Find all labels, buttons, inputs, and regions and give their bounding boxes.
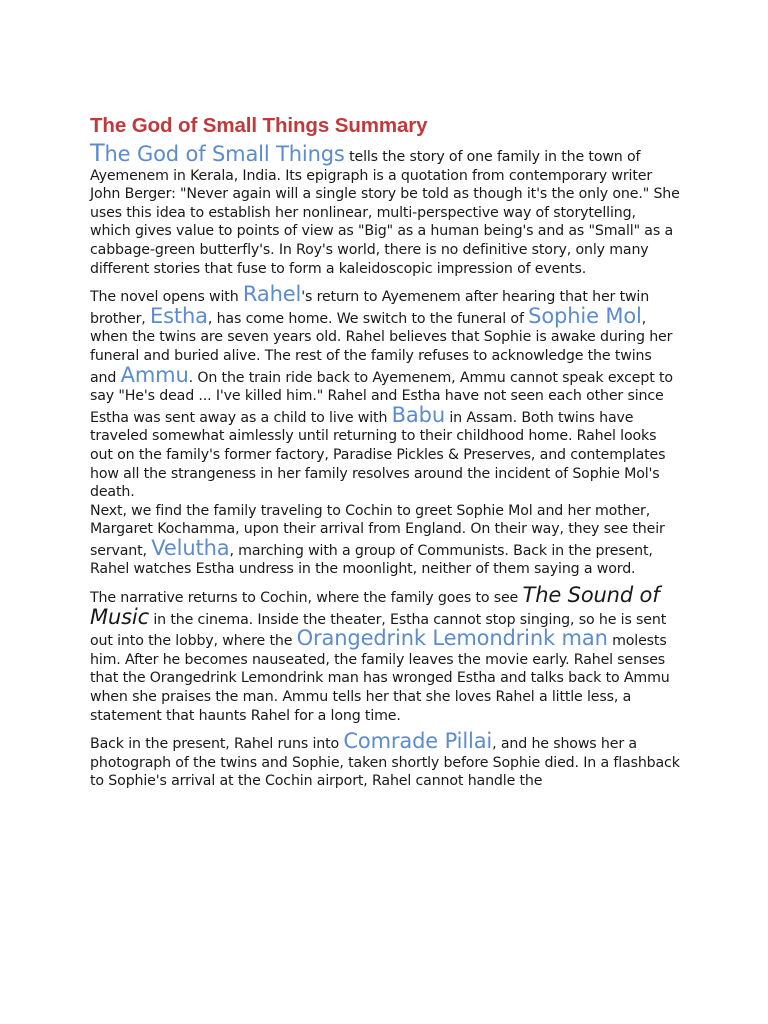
character-link-comrade-pillai[interactable]: Comrade Pillai [343,729,493,754]
paragraph-opening: The novel opens with Rahel's return to Ayemenem after hearing that her twin brother, Estha, has come home. We switch to the funeral of Sophie Mol, when the twins are seven years old. Rahel believes that Sophie is awake during her funeral and buried alive. The rest of the family refuses to acknowledge the twins and Ammu. On the train ride back to Ayemenem, Ammu cannot speak except to say "He's dead ... I've killed him." Rahel and Estha have not seen each other since Estha was sent away as a child to live with Babu in Assam. Both twins have traveled somewhat aimlessly until returning to their childhood home. Rahel looks out on the family's former factory, Paradise Pickles & Preserves, and contemplates how all the strangeness in her family resolves around the incident of Sophie Mol's death. Next, we find the family traveling to Cochin to greet Sophie Mol and her mother, Margaret Kochamma, upon their arrival from England. On their way, they see their servant, Velutha, marching with a group of Communists. Back in the present, Rahel watches Estha undress in the moonlight, neither of them saying a word. [90,282,673,578]
paragraph-intro: The God of Small Things tells the story of one family in the town of Ayemenem in Kerala, India. Its epigraph is a quotation from contemporary writer John Berger: "Never again will a single story be told as though it's the only one." She uses this idea to establish her nonlinear, multi-perspective way of storytelling, which gives value to points of view as "Big" as a human being's and as "Small" as a cabbage-green butterfly's. In Roy's world, there is no definitive story, only many different stories that fuse to form a kaleidoscopic impression of events. [90,139,680,277]
character-link-velutha[interactable]: Velutha [151,535,230,560]
book-title-link[interactable]: The God of Small Things [90,139,345,167]
paragraph-cinema: The narrative returns to Cochin, where the family goes to see The Sound of Music in the cinema. Inside the theater, Estha cannot stop singing, so he is sent out into the lobby, where the Orangedrink Lemondrink man molests him. After he becomes nauseated, the family leaves the movie early. Rahel senses that the Orangedrink Lemondrink man has wronged Estha and talks back to Ammu when she praises the man. Ammu tells her that she loves Rahel a little less, a statement that haunts Rahel for a long time. [90,583,670,724]
character-link-ammu[interactable]: Ammu [120,362,189,387]
character-link-estha[interactable]: Estha [150,303,208,328]
paragraph-present: Back in the present, Rahel runs into Comrade Pillai, and he shows her a photograph of the twins and Sophie, taken shortly before Sophie died. In a flashback to Sophie's arrival at the Cochin airport, Rahel cannot handle the [90,729,680,790]
page-title: The God of Small Things Summary [90,114,428,137]
character-link-rahel[interactable]: Rahel [242,282,302,307]
character-link-orangedrink-man[interactable]: Orangedrink Lemondrink man [296,626,608,651]
document-page [90,112,680,791]
character-link-babu[interactable]: Babu [391,402,445,427]
character-link-sophie-mol[interactable]: Sophie Mol [528,303,642,328]
movie-title: The Sound of Music [90,583,660,629]
